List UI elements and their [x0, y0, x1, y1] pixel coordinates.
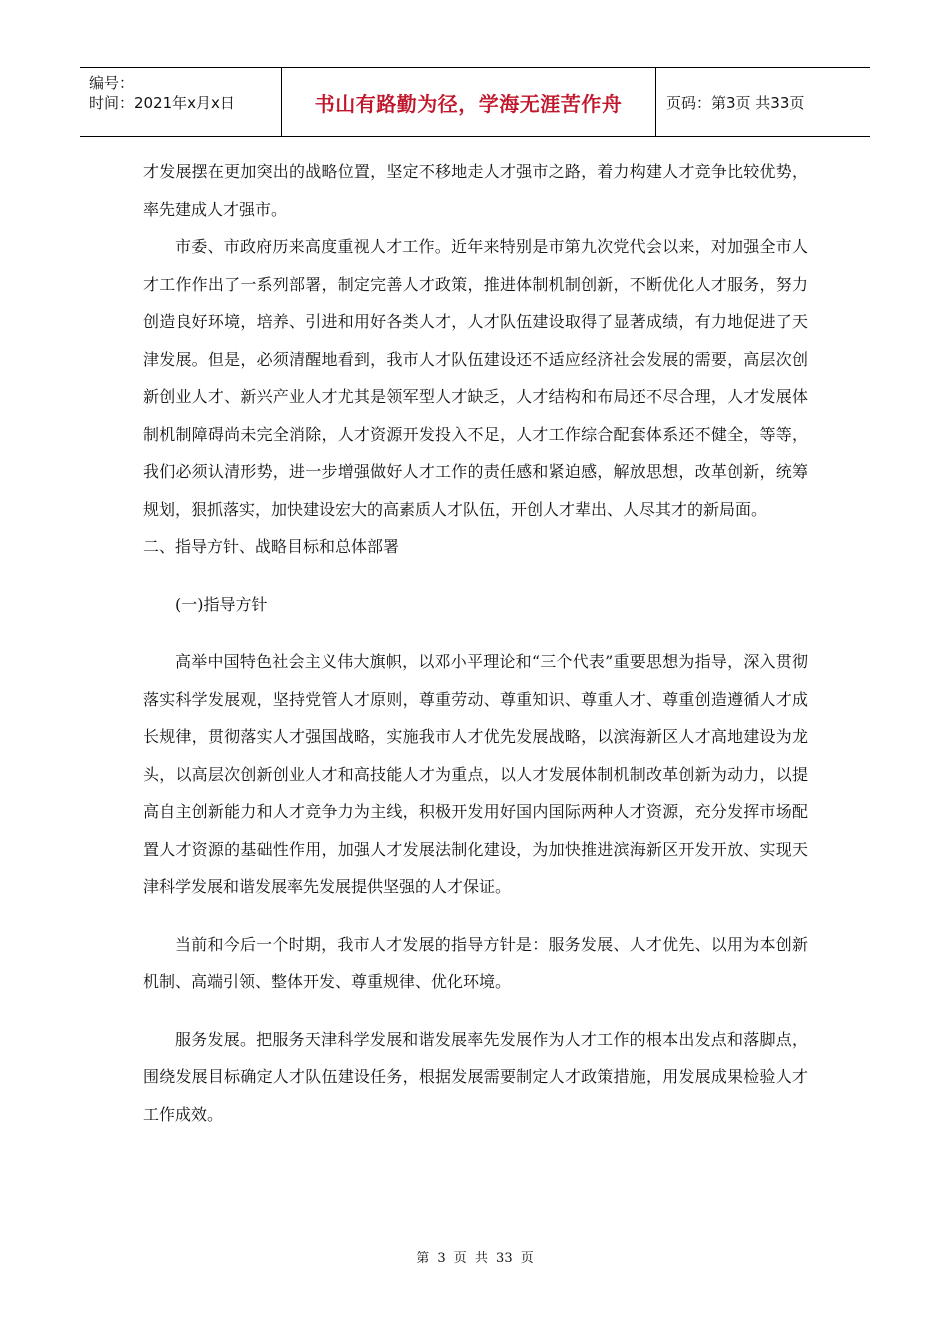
document-body: [143, 153, 808, 1133]
page-header: [80, 67, 870, 137]
paragraph: 市委、市政府历来高度重视人才工作。近年来特别是市第九次党代会以来，对加强全市人才工作作出了一系列部署，制定完善人才政策，推进体制机制创新，不断优化人才服务，努力创造良好环境，培养、引进和用好各类人才，人才队伍建设取得了显著成绩，有力地促进了天津发展。但是，必须清醒地看到，我市人才队伍建设还不适应经济社会发展的需要，高层次创新创业人才、新兴产业人才尤其是领军型人才缺乏，人才结构和布局还不尽合理，人才发展体制机制障碍尚未完全消除，人才资源开发投入不足，人才工作综合配套体系还不健全，等等，我们必须认清形势，进一步增强做好人才工作的责任感和紧迫感，解放思想，改革创新，统筹规划，狠抓落实，加快建设宏大的高素质人才队伍，开创人才辈出、人尽其才的新局面。: [143, 237, 808, 519]
header-motto-cell: [282, 68, 656, 136]
paragraph: 当前和今后一个时期，我市人才发展的指导方针是：服务发展、人才优先、以用为本创新机制、高端引领、整体开发、尊重规律、优化环境。: [143, 934, 808, 991]
subsection-heading: (一)指导方针: [175, 594, 268, 614]
paragraph-continuation: 才发展摆在更加突出的战略位置，坚定不移地走人才强市之路，着力构建人才竞争比较优势，率先建成人才强市。: [143, 162, 808, 219]
document-date: 时间：2021年x月x日: [89, 94, 235, 112]
header-page-info: 页码：第3页 共33页: [666, 93, 805, 112]
paragraph: 高举中国特色社会主义伟大旗帜，以邓小平理论和“三个代表”重要思想为指导，深入贯彻落实科学发展观，坚持党管人才原则，尊重劳动、尊重知识、尊重人才、尊重创造遵循人才成长规律，贯彻落实人才强国战略，实施我市人才优先发展战略，以滨海新区人才高地建设为龙头，以高层次创新创业人才和高技能人才为重点，以人才发展体制机制改革创新为动力，以提高自主创新能力和人才竞争力为主线，积极开发用好国内国际两种人才资源，充分发挥市场配置人才资源的基础性作用，加强人才发展法制化建设，为加快推进滨海新区开发开放、实现天津科学发展和谐发展率先发展提供坚强的人才保证。: [143, 652, 808, 896]
paragraph: 服务发展。把服务天津科学发展和谐发展率先发展作为人才工作的根本出发点和落脚点，围绕发展目标确定人才队伍建设任务，根据发展需要制定人才政策措施，用发展成果检验人才工作成效。: [143, 1029, 808, 1124]
header-meta: [80, 68, 282, 136]
page-footer: 第 3 页 共 33 页: [416, 1251, 534, 1266]
section-heading: 二、指导方针、战略目标和总体部署: [143, 537, 400, 556]
document-number: 编号：: [89, 74, 135, 92]
header-motto: 书山有路勤为径，学海无涯苦作舟: [314, 91, 623, 116]
